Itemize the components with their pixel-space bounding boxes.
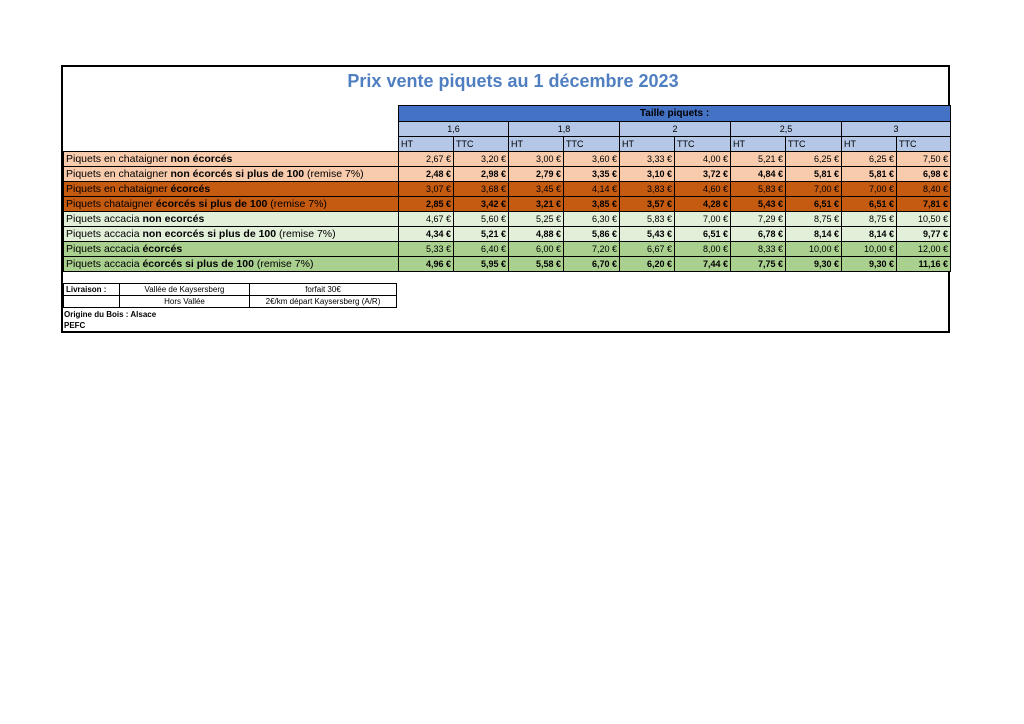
price-cell: 3,83 € — [620, 182, 675, 197]
price-cell: 3,85 € — [564, 197, 620, 212]
price-cell: 5,83 € — [620, 212, 675, 227]
price-cell: 4,34 € — [399, 227, 454, 242]
table-row — [64, 197, 951, 212]
product-label — [64, 152, 399, 167]
price-cell: 5,33 € — [399, 242, 454, 257]
delivery-price: 2€/km départ Kaysersberg (A/R) — [250, 296, 397, 308]
price-cell: 6,30 € — [564, 212, 620, 227]
size-column-header: 1,6 — [399, 122, 509, 137]
price-cell: 3,07 € — [399, 182, 454, 197]
ht-column-header: HT — [620, 137, 675, 152]
price-cell: 7,00 € — [675, 212, 731, 227]
product-label-emphasis: non ecorcés — [142, 213, 205, 225]
size-column-header: 1,8 — [509, 122, 620, 137]
table-row — [64, 182, 951, 197]
price-cell: 5,86 € — [564, 227, 620, 242]
product-label-emphasis: écorcés — [142, 243, 183, 255]
price-cell: 8,75 € — [842, 212, 897, 227]
product-label-text: Piquets accacia — [66, 228, 143, 240]
price-cell: 6,51 € — [675, 227, 731, 242]
price-cell: 10,00 € — [842, 242, 897, 257]
size-column-header: 2 — [620, 122, 731, 137]
price-cell: 4,00 € — [675, 152, 731, 167]
price-cell: 8,33 € — [731, 242, 786, 257]
price-cell: 3,00 € — [509, 152, 564, 167]
price-cell: 3,21 € — [509, 197, 564, 212]
price-cell: 4,67 € — [399, 212, 454, 227]
price-cell: 4,84 € — [731, 167, 786, 182]
price-cell: 9,30 € — [842, 257, 897, 272]
price-cell: 5,81 € — [786, 167, 842, 182]
product-label-text: Piquets chataigner — [66, 198, 156, 210]
price-cell: 5,25 € — [509, 212, 564, 227]
delivery-zone: Vallée de Kaysersberg — [120, 284, 250, 296]
product-label-text: Piquets en chataigner — [66, 153, 171, 165]
price-cell: 6,51 € — [786, 197, 842, 212]
price-cell: 7,20 € — [564, 242, 620, 257]
size-column-header: 3 — [842, 122, 951, 137]
size-column-header: 2,5 — [731, 122, 842, 137]
delivery-label-blank — [64, 296, 120, 308]
price-cell: 4,96 € — [399, 257, 454, 272]
product-label-text: Piquets accacia — [66, 243, 143, 255]
price-cell: 3,35 € — [564, 167, 620, 182]
table-row — [64, 227, 951, 242]
product-label-text: Piquets accacia — [66, 213, 143, 225]
price-cell: 4,28 € — [675, 197, 731, 212]
product-label — [64, 212, 399, 227]
page-title: Prix vente piquets au 1 décembre 2023 — [347, 71, 679, 91]
price-cell: 3,60 € — [564, 152, 620, 167]
product-label — [64, 167, 399, 182]
price-cell: 9,30 € — [786, 257, 842, 272]
table-row — [64, 257, 951, 272]
price-cell: 9,77 € — [897, 227, 951, 242]
table-row — [64, 242, 951, 257]
price-cell: 7,44 € — [675, 257, 731, 272]
ht-column-header: HT — [399, 137, 454, 152]
product-label-suffix: (remise 7%) — [253, 258, 314, 270]
price-cell: 5,81 € — [842, 167, 897, 182]
delivery-zone: Hors Vallée — [120, 296, 250, 308]
delivery-table — [63, 283, 397, 308]
price-cell: 4,60 € — [675, 182, 731, 197]
price-cell: 10,50 € — [897, 212, 951, 227]
price-sheet — [61, 65, 950, 333]
ttc-column-header: TTC — [564, 137, 620, 152]
table-row — [64, 167, 951, 182]
price-cell: 6,67 € — [620, 242, 675, 257]
price-cell: 7,00 € — [786, 182, 842, 197]
price-table — [63, 105, 951, 272]
price-cell: 5,43 € — [731, 197, 786, 212]
ht-column-header: HT — [842, 137, 897, 152]
price-cell: 12,00 € — [897, 242, 951, 257]
product-label — [64, 257, 399, 272]
price-cell: 6,51 € — [842, 197, 897, 212]
origin-note: Origine du Bois : Alsace — [64, 310, 157, 319]
product-label-emphasis: non écorcés — [170, 153, 233, 165]
price-cell: 11,16 € — [897, 257, 951, 272]
product-label-emphasis: non écorcés si plus de 100 — [170, 168, 305, 180]
price-cell: 8,75 € — [786, 212, 842, 227]
ttc-column-header: TTC — [675, 137, 731, 152]
product-label — [64, 182, 399, 197]
size-header: Taille piquets : — [399, 106, 951, 122]
price-cell: 3,72 € — [675, 167, 731, 182]
ttc-column-header: TTC — [786, 137, 842, 152]
price-cell: 3,57 € — [620, 197, 675, 212]
price-cell: 2,79 € — [509, 167, 564, 182]
product-label — [64, 227, 399, 242]
price-cell: 6,20 € — [620, 257, 675, 272]
price-cell: 7,50 € — [897, 152, 951, 167]
product-label-suffix: (remise 7%) — [267, 198, 327, 210]
product-label-emphasis: non ecorcés si plus de 100 — [142, 228, 277, 240]
product-label-suffix: (remise 7%) — [276, 228, 336, 240]
price-cell: 4,14 € — [564, 182, 620, 197]
product-label-suffix: (remise 7%) — [304, 168, 364, 180]
price-cell: 5,58 € — [509, 257, 564, 272]
product-label-text: Piquets en chataigner — [66, 168, 171, 180]
certification-note: PEFC — [64, 321, 86, 330]
delivery-label: Livraison : — [64, 284, 120, 296]
price-cell: 3,45 € — [509, 182, 564, 197]
price-cell: 6,25 € — [786, 152, 842, 167]
price-cell: 10,00 € — [786, 242, 842, 257]
price-cell: 3,20 € — [454, 152, 509, 167]
product-label-emphasis: écorcés si plus de 100 — [155, 198, 268, 210]
price-cell: 6,98 € — [897, 167, 951, 182]
price-cell: 3,42 € — [454, 197, 509, 212]
table-row — [64, 212, 951, 227]
product-label — [64, 242, 399, 257]
price-cell: 6,70 € — [564, 257, 620, 272]
product-label-text: Piquets accacia — [66, 258, 143, 270]
product-label-emphasis: écorcés — [170, 183, 211, 195]
price-cell: 8,14 € — [842, 227, 897, 242]
price-cell: 5,83 € — [731, 182, 786, 197]
price-cell: 4,88 € — [509, 227, 564, 242]
price-cell: 2,85 € — [399, 197, 454, 212]
product-label-text: Piquets en chataigner — [66, 183, 171, 195]
price-cell: 8,40 € — [897, 182, 951, 197]
price-cell: 5,95 € — [454, 257, 509, 272]
price-cell: 3,10 € — [620, 167, 675, 182]
price-cell: 7,81 € — [897, 197, 951, 212]
price-cell: 8,00 € — [675, 242, 731, 257]
ht-column-header: HT — [509, 137, 564, 152]
price-cell: 7,29 € — [731, 212, 786, 227]
price-cell: 5,21 € — [731, 152, 786, 167]
price-cell: 3,33 € — [620, 152, 675, 167]
product-label — [64, 197, 399, 212]
price-cell: 2,98 € — [454, 167, 509, 182]
product-label-emphasis: écorcés si plus de 100 — [142, 258, 254, 270]
price-cell: 6,78 € — [731, 227, 786, 242]
price-cell: 6,00 € — [509, 242, 564, 257]
price-cell: 2,48 € — [399, 167, 454, 182]
price-cell: 6,40 € — [454, 242, 509, 257]
price-cell: 8,14 € — [786, 227, 842, 242]
ht-column-header: HT — [731, 137, 786, 152]
price-cell: 3,68 € — [454, 182, 509, 197]
price-cell: 2,67 € — [399, 152, 454, 167]
price-cell: 5,60 € — [454, 212, 509, 227]
price-cell: 7,00 € — [842, 182, 897, 197]
price-cell: 5,21 € — [454, 227, 509, 242]
price-cell: 6,25 € — [842, 152, 897, 167]
ttc-column-header: TTC — [897, 137, 951, 152]
delivery-price: forfait 30€ — [250, 284, 397, 296]
table-row — [64, 152, 951, 167]
ttc-column-header: TTC — [454, 137, 509, 152]
price-cell: 7,75 € — [731, 257, 786, 272]
price-cell: 5,43 € — [620, 227, 675, 242]
